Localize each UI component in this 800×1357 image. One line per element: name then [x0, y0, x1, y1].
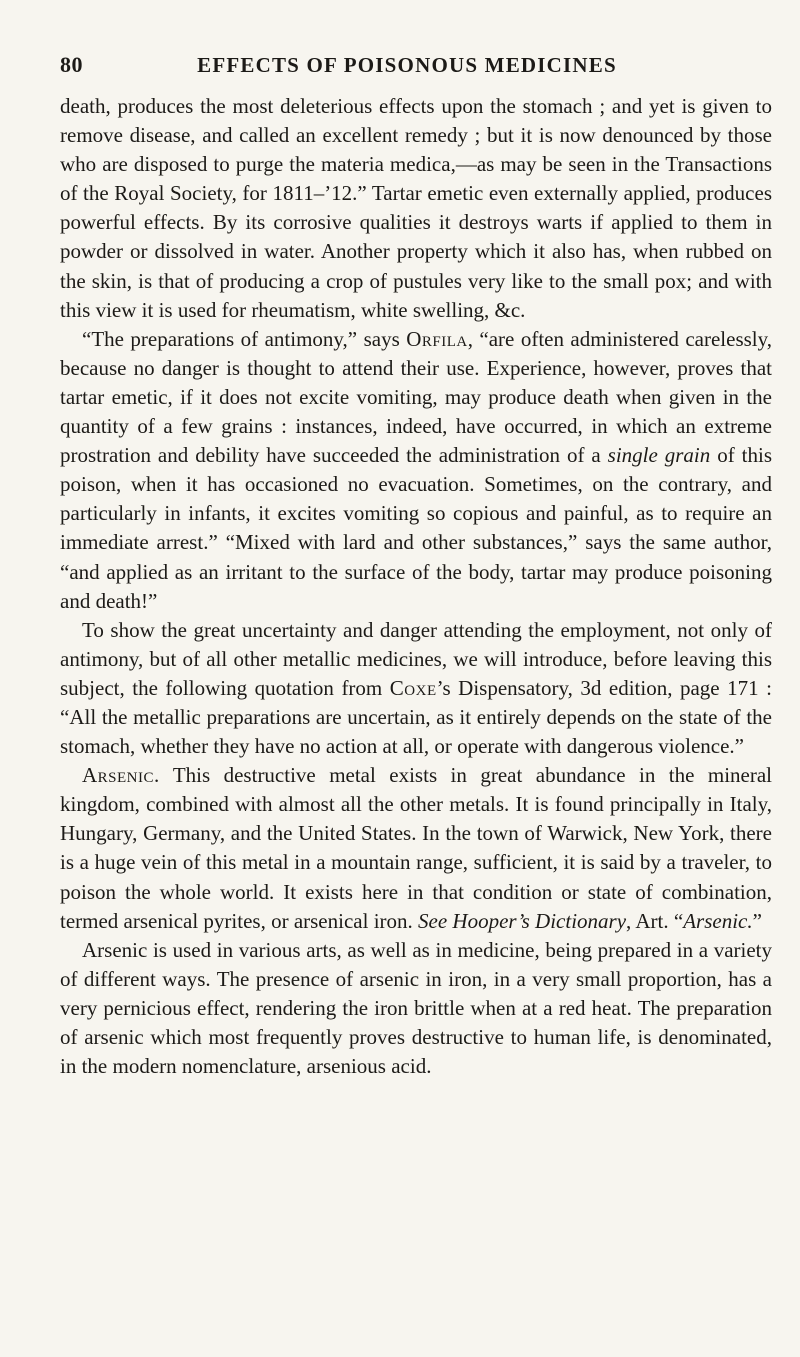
book-page	[60, 52, 772, 1081]
running-title: EFFECTS OF POISONOUS MEDICINES	[197, 53, 617, 77]
italic-text: See Hooper’s Dictionary	[418, 908, 627, 933]
text-run: ”	[752, 908, 762, 933]
small-caps-text: Coxe	[389, 675, 437, 700]
body-text	[60, 92, 772, 1081]
text-run: , “are often administered carelessly, because no danger is thought to attend their use. Experience, however, proves that tartar emetic, if it does not excite vomiting, may produce death when given in the quantity of a few grains : instances, indeed, have occurred, in which an extreme prostration and debility have succeeded the administration of a	[60, 326, 773, 468]
italic-text: Arsenic.	[683, 908, 753, 933]
text-run: Arsenic is used in various arts, as well as in medicine, being prepared in a variety of different ways. The presence of arsenic in iron, in a very small proportion, has a very pernicious effect, rendering the iron brittle when at a red heat. The preparation of arsenic which most frequently proves destructive to human life, is denominated, in the modern nomenclature, arsenious acid.	[60, 937, 772, 1079]
text-run: death, produces the most deleterious effects upon the stomach ; and yet is given to remove disease, and called an excellent remedy ; but it is now denounced by those who are disposed to purge the materia medica,—as may be seen in the Transactions of the Royal Society, for 1811–’12.” Tartar emetic even externally applied, produces powerful effects. By its corrosive qualities it destroys warts if applied to them in powder or dissolved in water. Another property which it also has, when rubbed on the skin, is that of producing a crop of pustules very like to the small pox; and with this view it is used for rheumatism, white swelling, &c.	[60, 94, 772, 322]
running-head	[60, 52, 772, 86]
small-caps-text: Arsenic.	[82, 763, 160, 788]
paragraph	[60, 936, 772, 1081]
paragraph	[60, 325, 772, 616]
paragraph	[60, 616, 772, 761]
text-run: To show the great uncertainty and danger attending the employment, not only of antimony, but of all other metallic medicines, we will introduce, before leaving this subject, the following quotation from	[60, 617, 772, 700]
page-number: 80	[60, 52, 83, 77]
paragraph	[60, 761, 772, 936]
text-run: This destructive metal exists in great abundance in the mineral kingdom, combined with almost all the other metals. It is found principally in Italy, Hungary, Germany, and the United States. In the town of Warwick, New York, there is a huge vein of this metal in a mountain range, sufficient, it is said by a traveler, to poison the whole world. It exists here in that condition or state of combination, termed arsenical pyrites, or arsenical iron.	[60, 763, 772, 933]
text-run: , Art. “	[626, 908, 684, 933]
text-run: ’s Dispensatory, 3d edition, page 171 : “All the metallic preparations are uncertain, as it entirely depends on the state of the stomach, whether they have no action at all, or operate with dangerous violence.”	[60, 675, 772, 759]
small-caps-text: Orfila	[406, 326, 468, 351]
text-run: “The preparations of antimony,” says	[82, 326, 407, 351]
paragraph	[60, 92, 772, 325]
text-run: of this poison, when it has occasioned no evacuation. Sometimes, on the contrary, and particularly in infants, it excites vomiting so copious and painful, as to require an immediate arrest.” “Mixed with lard and other substances,” says the same author, “and applied as an irritant to the surface of the body, tartar may produce poisoning and death!”	[60, 443, 773, 613]
italic-text: single grain	[607, 443, 711, 468]
